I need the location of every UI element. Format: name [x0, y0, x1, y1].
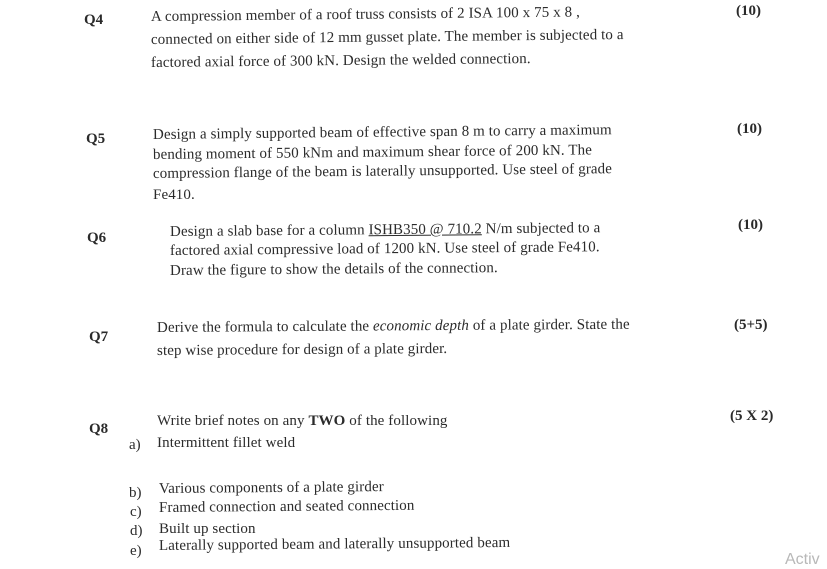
q8-item-b-label: b)	[129, 485, 142, 501]
q8-item-a-label: a)	[129, 437, 141, 453]
q6-line-1-post: N/m subjected to a	[481, 220, 601, 238]
q8-item-a-text: Intermittent fillet weld	[157, 435, 296, 451]
q5-number: Q5	[86, 131, 106, 147]
q4-number: Q4	[84, 12, 104, 28]
q8-number: Q8	[89, 421, 109, 437]
q4-line-2: connected on either side of 12 mm gusset plate. The member is subjected to a	[150, 27, 624, 48]
q8-intro-bold: TWO	[308, 413, 346, 429]
q7-line-1-post: of a plate girder. State the	[468, 316, 630, 334]
q5-line-3: compression flange of the beam is laterally unsupported. Use steel of grade	[152, 161, 613, 182]
q8-item-b-text: Various components of a plate girder	[158, 479, 384, 497]
q8-marks: (5 X 2)	[730, 408, 774, 424]
q8-item-e-label: e)	[130, 543, 142, 559]
activation-watermark: Activ	[785, 551, 820, 568]
q4-line-3: factored axial force of 300 kN. Design the welded connection.	[150, 51, 531, 71]
q6-line-1-pre: Design a slab base for a column	[169, 222, 369, 240]
q7-marks: (5+5)	[734, 317, 768, 333]
q5-line-4: Fe410.	[153, 187, 195, 203]
q7-number: Q7	[89, 329, 109, 345]
q6-line-3: Draw the figure to show the details of the connection.	[169, 260, 498, 279]
q4-line-1: A compression member of a roof truss consists of 2 ISA 100 x 75 x 8 ,	[150, 4, 581, 25]
q6-line-2: factored axial compressive load of 1200 kN. Use steel of grade Fe410.	[169, 239, 600, 259]
q8-item-d-text: Built up section	[159, 521, 256, 537]
q8-item-c-label: c)	[130, 504, 142, 520]
q6-number: Q6	[87, 230, 107, 246]
q8-intro-pre: Write brief notes on any	[157, 413, 309, 429]
q5-line-1: Design a simply supported beam of effective span 8 m to carry a maximum	[152, 122, 612, 143]
q5-line-2: bending moment of 550 kNm and maximum shear force of 200 kN. The	[152, 142, 593, 163]
q7-line-1	[157, 317, 630, 337]
q8-item-e-text: Laterally supported beam and laterally unsupported beam	[158, 534, 511, 554]
q8-item-c-text: Framed connection and seated connection	[158, 497, 415, 516]
q7-line-2: step wise procedure for design of a plate girder.	[156, 340, 448, 359]
q8-item-d-label: d)	[130, 523, 143, 539]
q6-marks: (10)	[738, 217, 763, 233]
q6-column-section: ISHB350 @ 710.2	[368, 221, 482, 239]
q6-line-1	[170, 220, 600, 241]
q8-intro-post: of the following	[345, 413, 448, 429]
q7-economic-depth: economic depth	[372, 317, 470, 335]
q8-intro	[157, 413, 448, 430]
q7-line-1-pre: Derive the formula to calculate the	[156, 318, 374, 336]
q5-marks: (10)	[737, 121, 762, 137]
q4-marks: (10)	[736, 3, 761, 19]
